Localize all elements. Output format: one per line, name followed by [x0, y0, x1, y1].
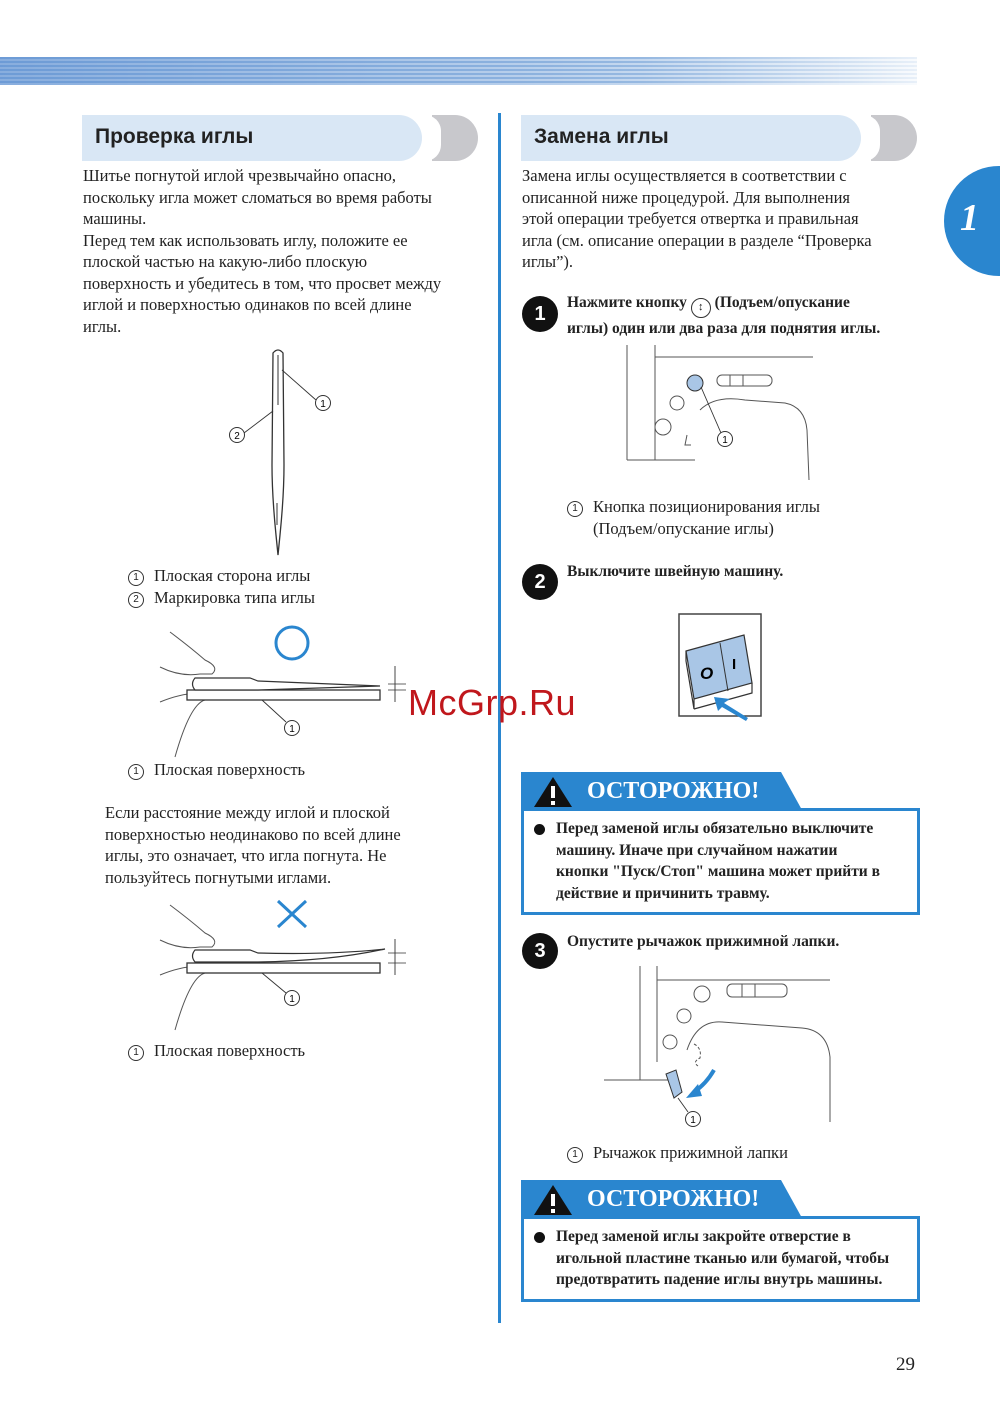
- callout-1: 1: [289, 994, 295, 1005]
- warning-header-1-tail: [781, 772, 803, 810]
- callout-1: 1: [722, 435, 728, 446]
- left-section-title: Проверка иглы: [95, 125, 254, 148]
- callout-1: 1: [289, 724, 295, 735]
- warning-title-2: ОСТОРОЖНО!: [587, 1186, 760, 1212]
- step-3-caption: [567, 1142, 788, 1164]
- step-1-text: [567, 292, 917, 340]
- chapter-tab: [944, 166, 1000, 276]
- caption-num: 1: [128, 1045, 144, 1061]
- step-1-text-c: иглы) один или два раза для поднятия иглы.: [567, 320, 881, 337]
- warning-triangle-icon: [533, 776, 573, 808]
- needle-caption-2: [128, 587, 315, 609]
- top-stripe-gradient: [0, 57, 917, 85]
- right-section-header: [521, 115, 861, 161]
- needle-position-icon: ↕: [691, 298, 711, 318]
- step-1-marker: 1: [522, 296, 558, 332]
- step-3-marker: 3: [522, 933, 558, 969]
- step-2-text: Выключите швейную машину.: [567, 563, 784, 580]
- caption-text: Кнопка позиционирования иглы (Подъем/опускание иглы): [593, 497, 820, 538]
- page-number: 29: [896, 1354, 915, 1375]
- step-1-text-b: (Подъем/опускание: [714, 294, 850, 311]
- right-section-title: Замена иглы: [534, 125, 669, 148]
- watermark: McGrp.Ru: [408, 682, 577, 723]
- good-needle-check-illustration: [150, 622, 420, 762]
- caption-num: 1: [567, 1147, 583, 1163]
- callout-1: 1: [320, 399, 326, 410]
- warning-2-text: Перед заменой иглы закройте отверстие в игольной пластине тканью или бумагой, чтобы предотвратить падение иглы внутрь машины.: [556, 1228, 890, 1288]
- needle-illustration: [220, 345, 340, 560]
- switch-on-label: I: [732, 656, 737, 673]
- warning-title-1: ОСТОРОЖНО!: [587, 778, 760, 804]
- needle-button-illustration: [625, 345, 825, 480]
- bad-mark-icon: [278, 901, 306, 927]
- warning-header-1: [521, 772, 781, 810]
- ok-mark-icon: [276, 627, 308, 659]
- good-caption: [128, 759, 305, 781]
- needle-caption-1: [128, 565, 310, 587]
- warning-2-bullet: [534, 1232, 545, 1243]
- step-1-text-a: Нажмите кнопку: [567, 294, 687, 311]
- bent-needle-text: Если расстояние между иглой и плоской поверхностью неодинаково по всей длине иглы, это означает, что игла погнута. Не пользуйтесь погнутыми иглами.: [105, 803, 401, 887]
- caption-text: Рычажок прижимной лапки: [593, 1143, 788, 1162]
- warning-1-text: Перед заменой иглы обязательно выключите машину. Иначе при случайном нажатии кнопки "Пуск/Стоп" машина может прийти в действие и причинить травму.: [556, 820, 880, 902]
- step-2-marker: 2: [522, 564, 558, 600]
- right-intro-text: Замена иглы осуществляется в соответствии с описанной ниже процедурой. Для выполнения этой операции требуется отвертка и правильная игла (см. описание операции в разделе “Проверка иглы”).: [522, 166, 872, 271]
- caption-num: 1: [128, 570, 144, 586]
- warning-header-2: [521, 1180, 781, 1218]
- caption-num: 1: [567, 501, 583, 517]
- caption-text: Плоская поверхность: [154, 760, 306, 779]
- left-intro-text: Шитье погнутой иглой чрезвычайно опасно, поскольку игла может сломаться во время работы машины. Перед тем как использовать иглу, положите ее плоской частью на какую-либо плоскую поверхность и убедитесь в том, что просвет между иглой и поверхностью одинаков по всей длине иглы.: [83, 166, 442, 336]
- chapter-number: 1: [960, 197, 979, 239]
- callout-2: 2: [234, 431, 240, 442]
- step-3-text: Опустите рычажок прижимной лапки.: [567, 933, 840, 950]
- caption-text: Плоская поверхность: [154, 1041, 306, 1060]
- caption-text: Плоская сторона иглы: [154, 566, 311, 585]
- caption-num: 1: [128, 764, 144, 780]
- warning-header-2-tail: [781, 1180, 803, 1218]
- bad-caption: [128, 1040, 305, 1062]
- caption-text: Маркировка типа иглы: [154, 588, 315, 607]
- callout-1: 1: [690, 1115, 696, 1126]
- bent-needle-check-illustration: [150, 895, 420, 1035]
- left-section-header: [82, 115, 422, 161]
- switch-off-label: O: [700, 664, 714, 683]
- caption-num: 2: [128, 592, 144, 608]
- step-1-caption: [567, 496, 820, 540]
- presser-lever-illustration: [602, 962, 837, 1132]
- warning-triangle-icon: [533, 1184, 573, 1216]
- warning-1-bullet: [534, 824, 545, 835]
- power-switch-illustration: [678, 613, 768, 723]
